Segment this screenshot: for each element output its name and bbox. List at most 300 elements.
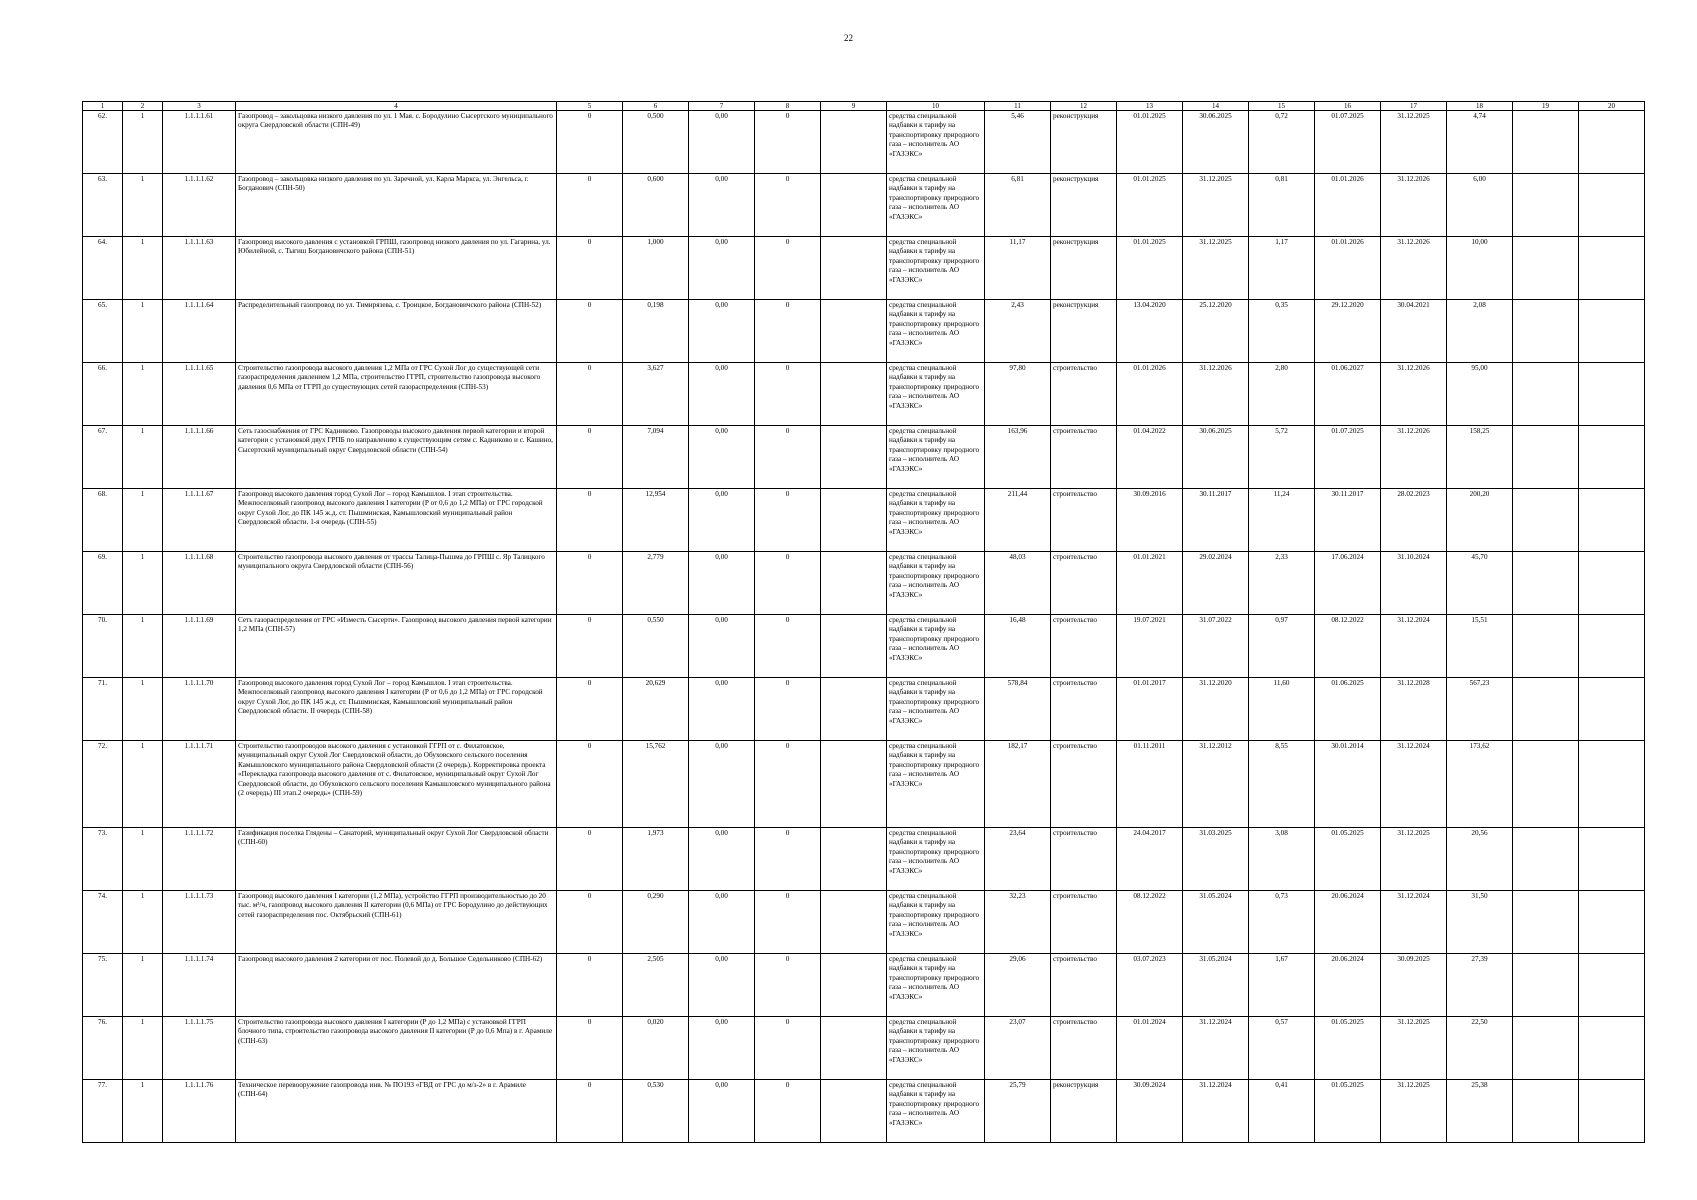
cell-19 xyxy=(1513,426,1579,489)
funding-source: средства специальной надбавки к тарифу на транспортировку природного газа – исполнитель АО «ГАЗЭКС» xyxy=(887,111,985,174)
cell-15: 8,55 xyxy=(1249,741,1315,828)
cell-5: 0 xyxy=(557,174,623,237)
column-header: 16 xyxy=(1315,102,1381,111)
work-type: строительство xyxy=(1051,891,1117,954)
end-date: 31.12.2024 xyxy=(1183,1080,1249,1143)
column-header: 10 xyxy=(887,102,985,111)
end-date: 31.07.2022 xyxy=(1183,615,1249,678)
row-number: 64. xyxy=(83,237,123,300)
cell-9 xyxy=(821,489,887,552)
commission-end: 31.12.2025 xyxy=(1381,1017,1447,1080)
cell-20 xyxy=(1579,615,1645,678)
project-code: 1.1.1.1.71 xyxy=(163,741,236,828)
row-number: 72. xyxy=(83,741,123,828)
cell-8: 0 xyxy=(755,363,821,426)
funding-source: средства специальной надбавки к тарифу на транспортировку природного газа – исполнитель АО «ГАЗЭКС» xyxy=(887,828,985,891)
level-cell: 1 xyxy=(123,237,163,300)
table-row xyxy=(83,678,1645,741)
column-header: 17 xyxy=(1381,102,1447,111)
funding-source: средства специальной надбавки к тарифу на транспортировку природного газа – исполнитель АО «ГАЗЭКС» xyxy=(887,1080,985,1143)
cell-15: 0,35 xyxy=(1249,300,1315,363)
cell-15: 11,60 xyxy=(1249,678,1315,741)
length-cell: 15,762 xyxy=(623,741,689,828)
commission-end: 31.10.2024 xyxy=(1381,552,1447,615)
commission-start: 17.06.2024 xyxy=(1315,552,1381,615)
column-header: 14 xyxy=(1183,102,1249,111)
start-date: 01.04.2022 xyxy=(1117,426,1183,489)
level-cell: 1 xyxy=(123,426,163,489)
cell-19 xyxy=(1513,174,1579,237)
commission-start: 01.05.2025 xyxy=(1315,1017,1381,1080)
table-row xyxy=(83,1017,1645,1080)
cell-19 xyxy=(1513,954,1579,1017)
cost-cell: 211,44 xyxy=(985,489,1051,552)
level-cell: 1 xyxy=(123,1080,163,1143)
start-date: 30.09.2016 xyxy=(1117,489,1183,552)
level-cell: 1 xyxy=(123,489,163,552)
end-date: 30.11.2017 xyxy=(1183,489,1249,552)
cell-8: 0 xyxy=(755,615,821,678)
row-number: 63. xyxy=(83,174,123,237)
cell-15: 0,73 xyxy=(1249,891,1315,954)
row-number: 67. xyxy=(83,426,123,489)
cell-5: 0 xyxy=(557,300,623,363)
length-cell: 1,000 xyxy=(623,237,689,300)
work-type: строительство xyxy=(1051,363,1117,426)
cell-9 xyxy=(821,1080,887,1143)
level-cell: 1 xyxy=(123,891,163,954)
cell-19 xyxy=(1513,1017,1579,1080)
column-header: 7 xyxy=(689,102,755,111)
commission-end: 31.12.2024 xyxy=(1381,615,1447,678)
commission-start: 08.12.2022 xyxy=(1315,615,1381,678)
cell-9 xyxy=(821,678,887,741)
project-code: 1.1.1.1.65 xyxy=(163,363,236,426)
row-number: 66. xyxy=(83,363,123,426)
project-name: Газопровод высокого давления город Сухой Лог – город Камышлов. I этап строительства. Межпоселковый газопровод высокого давления I категории (Р от 0,6 до 1,2 МПа) от ГРС городской округ Сухой Лог, до ПК 145 ж.д. ст. Пышминская, Камышловский муниципальный район Свердловской области. II очередь (СПН-58) xyxy=(236,678,557,741)
start-date: 01.01.2025 xyxy=(1117,237,1183,300)
cell-7: 0,00 xyxy=(689,363,755,426)
column-header: 6 xyxy=(623,102,689,111)
level-cell: 1 xyxy=(123,678,163,741)
row-number: 62. xyxy=(83,111,123,174)
start-date: 30.09.2024 xyxy=(1117,1080,1183,1143)
cell-9 xyxy=(821,828,887,891)
column-header: 2 xyxy=(123,102,163,111)
cost-cell: 25,79 xyxy=(985,1080,1051,1143)
cell-15: 2,80 xyxy=(1249,363,1315,426)
length-cell: 0,500 xyxy=(623,111,689,174)
cost-remaining: 25,38 xyxy=(1447,1080,1513,1143)
table-row xyxy=(83,300,1645,363)
cell-7: 0,00 xyxy=(689,111,755,174)
cell-7: 0,00 xyxy=(689,891,755,954)
work-type: строительство xyxy=(1051,954,1117,1017)
end-date: 31.12.2020 xyxy=(1183,678,1249,741)
cell-7: 0,00 xyxy=(689,1080,755,1143)
cell-5: 0 xyxy=(557,489,623,552)
commission-start: 01.05.2025 xyxy=(1315,828,1381,891)
funding-source: средства специальной надбавки к тарифу на транспортировку природного газа – исполнитель АО «ГАЗЭКС» xyxy=(887,300,985,363)
commission-start: 01.06.2025 xyxy=(1315,678,1381,741)
cost-cell: 16,48 xyxy=(985,615,1051,678)
project-name: Сеть газоснабжения от ГРС Кадниково. Газопроводы высокого давления первой категории и второй категории с установкой двух ГРПБ по направлению к существующим сетям с. Кадниково и с. Кашино, Сысертский муниципальный округ Свердловской области (СПН-54) xyxy=(236,426,557,489)
cost-cell: 23,07 xyxy=(985,1017,1051,1080)
cell-15: 1,17 xyxy=(1249,237,1315,300)
work-type: реконструкция xyxy=(1051,1080,1117,1143)
funding-source: средства специальной надбавки к тарифу на транспортировку природного газа – исполнитель АО «ГАЗЭКС» xyxy=(887,363,985,426)
commission-start: 01.06.2027 xyxy=(1315,363,1381,426)
cost-remaining: 2,08 xyxy=(1447,300,1513,363)
commission-end: 31.12.2026 xyxy=(1381,363,1447,426)
cell-9 xyxy=(821,174,887,237)
project-code: 1.1.1.1.64 xyxy=(163,300,236,363)
start-date: 01.01.2025 xyxy=(1117,174,1183,237)
cell-8: 0 xyxy=(755,237,821,300)
cost-remaining: 4,74 xyxy=(1447,111,1513,174)
cell-7: 0,00 xyxy=(689,174,755,237)
cell-15: 1,67 xyxy=(1249,954,1315,1017)
cost-remaining: 27,39 xyxy=(1447,954,1513,1017)
project-name: Строительство газопровода высокого давления I категории (Р до 1,2 МПа) с установкой ГГРП блочного типа, строительство газопровода высокого давления II категории (Р до 0,6 Мпа) в г. Арамиле (СПН-63) xyxy=(236,1017,557,1080)
row-number: 77. xyxy=(83,1080,123,1143)
cell-9 xyxy=(821,111,887,174)
column-header: 20 xyxy=(1579,102,1645,111)
cost-cell: 5,46 xyxy=(985,111,1051,174)
cell-20 xyxy=(1579,552,1645,615)
cell-7: 0,00 xyxy=(689,954,755,1017)
table-row xyxy=(83,552,1645,615)
cost-remaining: 158,25 xyxy=(1447,426,1513,489)
cell-20 xyxy=(1579,954,1645,1017)
project-code: 1.1.1.1.66 xyxy=(163,426,236,489)
end-date: 31.12.2026 xyxy=(1183,363,1249,426)
row-number: 75. xyxy=(83,954,123,1017)
start-date: 24.04.2017 xyxy=(1117,828,1183,891)
table-row xyxy=(83,174,1645,237)
commission-end: 31.12.2026 xyxy=(1381,237,1447,300)
start-date: 03.07.2023 xyxy=(1117,954,1183,1017)
cell-8: 0 xyxy=(755,828,821,891)
cell-19 xyxy=(1513,891,1579,954)
cell-7: 0,00 xyxy=(689,426,755,489)
cell-19 xyxy=(1513,489,1579,552)
cell-20 xyxy=(1579,237,1645,300)
end-date: 30.06.2025 xyxy=(1183,111,1249,174)
cell-7: 0,00 xyxy=(689,1017,755,1080)
level-cell: 1 xyxy=(123,615,163,678)
project-code: 1.1.1.1.75 xyxy=(163,1017,236,1080)
project-name: Строительство газопроводов высокого давления с установкой ГГРП от с. Филатовское, муниципальный округ Сухой Лог Свердловской области, до Обуховского сельского поселения Камышловского муниципального района Свердловской области (2 очередь). Корректировка проекта «Перекладка газопровода высокого давления от с. Филатовское, муниципальный округ Сухой Лог Свердловской области, до Обуховского сельского поселения Камышловского муниципального района (2 очередь) III этап.2 очередь» (СПН-59) xyxy=(236,741,557,828)
commission-end: 31.12.2024 xyxy=(1381,741,1447,828)
project-code: 1.1.1.1.68 xyxy=(163,552,236,615)
cost-cell: 97,80 xyxy=(985,363,1051,426)
cell-19 xyxy=(1513,237,1579,300)
cell-8: 0 xyxy=(755,954,821,1017)
cost-cell: 48,03 xyxy=(985,552,1051,615)
column-header: 1 xyxy=(83,102,123,111)
work-type: реконструкция xyxy=(1051,174,1117,237)
funding-source: средства специальной надбавки к тарифу на транспортировку природного газа – исполнитель АО «ГАЗЭКС» xyxy=(887,891,985,954)
row-number: 73. xyxy=(83,828,123,891)
row-number: 70. xyxy=(83,615,123,678)
cell-15: 11,24 xyxy=(1249,489,1315,552)
cell-5: 0 xyxy=(557,552,623,615)
commission-end: 30.09.2025 xyxy=(1381,954,1447,1017)
cost-cell: 11,17 xyxy=(985,237,1051,300)
cell-19 xyxy=(1513,615,1579,678)
cost-remaining: 6,00 xyxy=(1447,174,1513,237)
length-cell: 20,629 xyxy=(623,678,689,741)
start-date: 13.04.2020 xyxy=(1117,300,1183,363)
cost-remaining: 173,62 xyxy=(1447,741,1513,828)
commission-end: 31.12.2026 xyxy=(1381,174,1447,237)
commission-end: 31.12.2024 xyxy=(1381,891,1447,954)
cell-19 xyxy=(1513,111,1579,174)
cell-8: 0 xyxy=(755,489,821,552)
funding-source: средства специальной надбавки к тарифу на транспортировку природного газа – исполнитель АО «ГАЗЭКС» xyxy=(887,954,985,1017)
cell-5: 0 xyxy=(557,891,623,954)
cell-20 xyxy=(1579,741,1645,828)
project-code: 1.1.1.1.73 xyxy=(163,891,236,954)
cell-8: 0 xyxy=(755,111,821,174)
table-row xyxy=(83,363,1645,426)
project-code: 1.1.1.1.70 xyxy=(163,678,236,741)
length-cell: 0,550 xyxy=(623,615,689,678)
cost-remaining: 20,56 xyxy=(1447,828,1513,891)
end-date: 31.12.2012 xyxy=(1183,741,1249,828)
length-cell: 0,020 xyxy=(623,1017,689,1080)
end-date: 31.12.2024 xyxy=(1183,1017,1249,1080)
cell-20 xyxy=(1579,111,1645,174)
commission-end: 28.02.2023 xyxy=(1381,489,1447,552)
cell-15: 0,81 xyxy=(1249,174,1315,237)
project-name: Распределительный газопровод по ул. Тимирязева, с. Троицкое, Богдановичского района (СПН-52) xyxy=(236,300,557,363)
work-type: строительство xyxy=(1051,828,1117,891)
project-code: 1.1.1.1.67 xyxy=(163,489,236,552)
cell-15: 3,08 xyxy=(1249,828,1315,891)
cell-5: 0 xyxy=(557,426,623,489)
column-header: 13 xyxy=(1117,102,1183,111)
start-date: 01.01.2025 xyxy=(1117,111,1183,174)
column-header: 4 xyxy=(236,102,557,111)
row-number: 76. xyxy=(83,1017,123,1080)
column-header: 11 xyxy=(985,102,1051,111)
cost-cell: 2,43 xyxy=(985,300,1051,363)
end-date: 31.05.2024 xyxy=(1183,891,1249,954)
cell-20 xyxy=(1579,300,1645,363)
cost-remaining: 45,70 xyxy=(1447,552,1513,615)
cell-5: 0 xyxy=(557,954,623,1017)
end-date: 29.02.2024 xyxy=(1183,552,1249,615)
cost-cell: 163,96 xyxy=(985,426,1051,489)
cell-5: 0 xyxy=(557,363,623,426)
project-name: Строительство газопровода высокого давления от трассы Талица-Пышма до ГРПШ с. Яр Талицкого муниципального округа Свердловской области (СПН-56) xyxy=(236,552,557,615)
column-header: 9 xyxy=(821,102,887,111)
commission-start: 01.07.2025 xyxy=(1315,426,1381,489)
cell-8: 0 xyxy=(755,1017,821,1080)
level-cell: 1 xyxy=(123,1017,163,1080)
cell-19 xyxy=(1513,741,1579,828)
cell-19 xyxy=(1513,552,1579,615)
cell-8: 0 xyxy=(755,1080,821,1143)
commission-start: 30.11.2017 xyxy=(1315,489,1381,552)
cell-8: 0 xyxy=(755,678,821,741)
length-cell: 0,290 xyxy=(623,891,689,954)
cell-15: 0,57 xyxy=(1249,1017,1315,1080)
length-cell: 2,779 xyxy=(623,552,689,615)
project-name: Сеть газораспределения от ГРС «Изместь Сысерти». Газопровод высокого давления первой категории 1,2 МПа (СПН-57) xyxy=(236,615,557,678)
cell-15: 0,72 xyxy=(1249,111,1315,174)
start-date: 01.01.2026 xyxy=(1117,363,1183,426)
cost-cell: 578,84 xyxy=(985,678,1051,741)
cell-8: 0 xyxy=(755,891,821,954)
column-header: 5 xyxy=(557,102,623,111)
cell-20 xyxy=(1579,1017,1645,1080)
length-cell: 7,094 xyxy=(623,426,689,489)
project-code: 1.1.1.1.76 xyxy=(163,1080,236,1143)
length-cell: 0,530 xyxy=(623,1080,689,1143)
cell-20 xyxy=(1579,363,1645,426)
cell-5: 0 xyxy=(557,741,623,828)
project-name: Газопровод высокого давления I категории (1,2 МПа), устройство ГГРП производительностью до 20 тыс. м³/ч, газопровод высокого давления II категории (0,6 МПа) от ГРС Бородулино до действующих сетей газораспределения пос. Октябрьский (СПН-61) xyxy=(236,891,557,954)
cell-19 xyxy=(1513,300,1579,363)
funding-source: средства специальной надбавки к тарифу на транспортировку природного газа – исполнитель АО «ГАЗЭКС» xyxy=(887,741,985,828)
cell-8: 0 xyxy=(755,174,821,237)
column-header: 3 xyxy=(163,102,236,111)
level-cell: 1 xyxy=(123,552,163,615)
table-row xyxy=(83,489,1645,552)
investment-program-table xyxy=(82,101,1645,1143)
cell-20 xyxy=(1579,678,1645,741)
level-cell: 1 xyxy=(123,363,163,426)
cell-8: 0 xyxy=(755,426,821,489)
cell-5: 0 xyxy=(557,237,623,300)
work-type: реконструкция xyxy=(1051,300,1117,363)
work-type: строительство xyxy=(1051,489,1117,552)
funding-source: средства специальной надбавки к тарифу на транспортировку природного газа – исполнитель АО «ГАЗЭКС» xyxy=(887,237,985,300)
cell-9 xyxy=(821,552,887,615)
cell-5: 0 xyxy=(557,828,623,891)
page-number: 22 xyxy=(844,33,853,43)
work-type: строительство xyxy=(1051,615,1117,678)
start-date: 01.01.2024 xyxy=(1117,1017,1183,1080)
cost-cell: 182,17 xyxy=(985,741,1051,828)
length-cell: 2,505 xyxy=(623,954,689,1017)
cell-9 xyxy=(821,741,887,828)
level-cell: 1 xyxy=(123,174,163,237)
level-cell: 1 xyxy=(123,111,163,174)
cell-19 xyxy=(1513,1080,1579,1143)
cell-20 xyxy=(1579,174,1645,237)
project-code: 1.1.1.1.61 xyxy=(163,111,236,174)
cell-19 xyxy=(1513,363,1579,426)
commission-end: 31.12.2028 xyxy=(1381,678,1447,741)
cell-19 xyxy=(1513,678,1579,741)
cost-remaining: 95,00 xyxy=(1447,363,1513,426)
cell-15: 0,41 xyxy=(1249,1080,1315,1143)
level-cell: 1 xyxy=(123,828,163,891)
cell-15: 2,33 xyxy=(1249,552,1315,615)
cell-15: 5,72 xyxy=(1249,426,1315,489)
cell-7: 0,00 xyxy=(689,741,755,828)
work-type: строительство xyxy=(1051,678,1117,741)
commission-start: 01.07.2025 xyxy=(1315,111,1381,174)
cost-cell: 23,64 xyxy=(985,828,1051,891)
cell-7: 0,00 xyxy=(689,615,755,678)
table-row xyxy=(83,426,1645,489)
commission-start: 20.06.2024 xyxy=(1315,891,1381,954)
length-cell: 1,973 xyxy=(623,828,689,891)
cell-5: 0 xyxy=(557,615,623,678)
table-row xyxy=(83,828,1645,891)
end-date: 31.05.2024 xyxy=(1183,954,1249,1017)
row-number: 65. xyxy=(83,300,123,363)
cell-7: 0,00 xyxy=(689,828,755,891)
column-header: 18 xyxy=(1447,102,1513,111)
commission-end: 31.12.2025 xyxy=(1381,1080,1447,1143)
end-date: 31.03.2025 xyxy=(1183,828,1249,891)
column-header: 19 xyxy=(1513,102,1579,111)
cell-7: 0,00 xyxy=(689,489,755,552)
column-number-header-row xyxy=(83,102,1645,111)
cell-5: 0 xyxy=(557,1017,623,1080)
cost-remaining: 15,51 xyxy=(1447,615,1513,678)
cost-remaining: 567,23 xyxy=(1447,678,1513,741)
table-row xyxy=(83,1080,1645,1143)
table-row xyxy=(83,237,1645,300)
cell-9 xyxy=(821,300,887,363)
cell-8: 0 xyxy=(755,741,821,828)
funding-source: средства специальной надбавки к тарифу на транспортировку природного газа – исполнитель АО «ГАЗЭКС» xyxy=(887,678,985,741)
column-header: 8 xyxy=(755,102,821,111)
cell-9 xyxy=(821,1017,887,1080)
project-code: 1.1.1.1.72 xyxy=(163,828,236,891)
commission-end: 31.12.2025 xyxy=(1381,828,1447,891)
funding-source: средства специальной надбавки к тарифу на транспортировку природного газа – исполнитель АО «ГАЗЭКС» xyxy=(887,552,985,615)
project-code: 1.1.1.1.62 xyxy=(163,174,236,237)
table-row xyxy=(83,615,1645,678)
work-type: реконструкция xyxy=(1051,237,1117,300)
commission-start: 29.12.2020 xyxy=(1315,300,1381,363)
commission-start: 20.06.2024 xyxy=(1315,954,1381,1017)
funding-source: средства специальной надбавки к тарифу на транспортировку природного газа – исполнитель АО «ГАЗЭКС» xyxy=(887,1017,985,1080)
cell-9 xyxy=(821,237,887,300)
start-date: 19.07.2021 xyxy=(1117,615,1183,678)
start-date: 01.11.2011 xyxy=(1117,741,1183,828)
project-name: Газопровод – закольцовка низкого давления по ул. Заречной, ул. Карла Маркса, ул. Энгельса, г. Богданович (СПН-50) xyxy=(236,174,557,237)
cell-8: 0 xyxy=(755,300,821,363)
work-type: строительство xyxy=(1051,552,1117,615)
length-cell: 3,627 xyxy=(623,363,689,426)
length-cell: 0,198 xyxy=(623,300,689,363)
row-number: 69. xyxy=(83,552,123,615)
project-name: Строительство газопровода высокого давления 1,2 МПа от ГРС Сухой Лог до существующей сети газораспределения давлением 1,2 МПа, строительство ГГРП, строительство газопровода высокого давления 0,6 МПа от ГГРП до существующих сетей газораспределения (СПН-53) xyxy=(236,363,557,426)
project-name: Газопровод – закольцовка низкого давления по ул. 1 Мая. с. Бородулино Сысертского муниципального округа Свердловской области (СПН-49) xyxy=(236,111,557,174)
project-code: 1.1.1.1.74 xyxy=(163,954,236,1017)
cell-5: 0 xyxy=(557,111,623,174)
table-body xyxy=(83,111,1645,1143)
cell-20 xyxy=(1579,891,1645,954)
cell-15: 0,97 xyxy=(1249,615,1315,678)
end-date: 31.12.2025 xyxy=(1183,237,1249,300)
work-type: строительство xyxy=(1051,426,1117,489)
level-cell: 1 xyxy=(123,741,163,828)
project-name: Газопровод высокого давления с установкой ГРПШ, газопровод низкого давления по ул. Гагарина, ул. Юбилейной, с. Тыгиш Богдановичского района (СПН-51) xyxy=(236,237,557,300)
cost-remaining: 200,20 xyxy=(1447,489,1513,552)
cell-9 xyxy=(821,891,887,954)
start-date: 01.01.2017 xyxy=(1117,678,1183,741)
